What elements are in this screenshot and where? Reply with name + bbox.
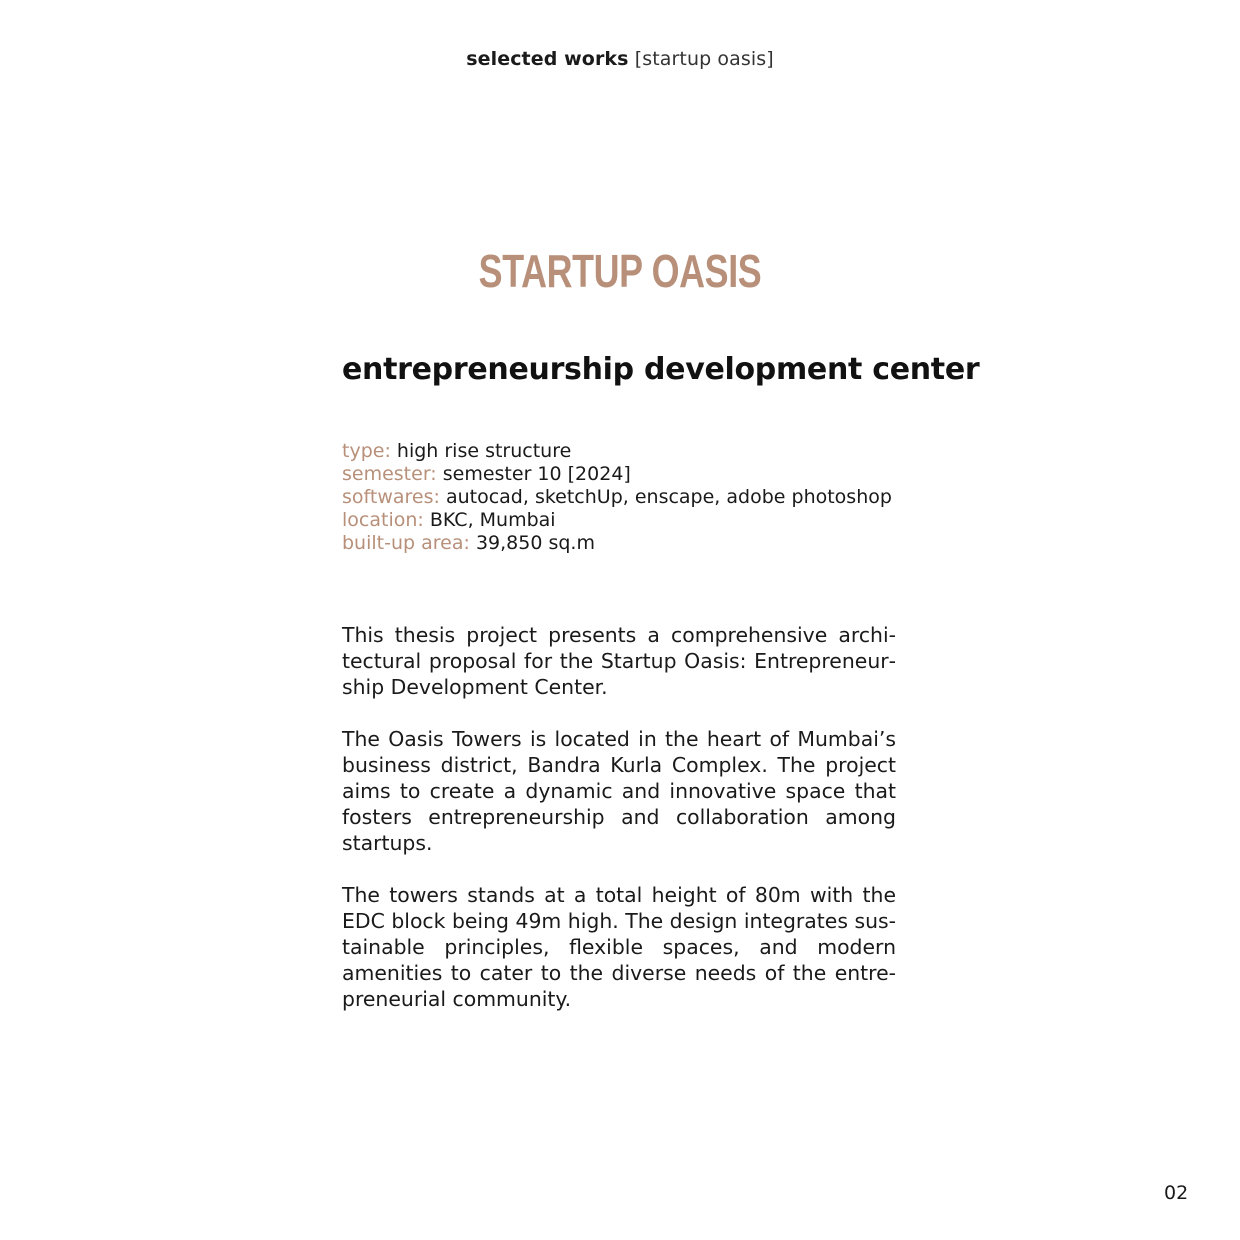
spec-value: BKC, Mumbai xyxy=(429,509,556,531)
spec-row-softwares xyxy=(342,486,942,509)
header-section-label: selected works xyxy=(466,48,629,70)
spec-value: autocad, sketchUp, enscape, adobe photoshop xyxy=(445,486,892,508)
page-number: 02 xyxy=(1164,1182,1189,1204)
spec-value: 39,850 sq.m xyxy=(475,532,595,554)
spec-label: softwares: xyxy=(342,486,440,508)
running-header xyxy=(0,48,1240,70)
description-paragraph: This thesis project presents a comprehensive architectural proposal for the Startup Oasis: Entrepreneurship Development Center. xyxy=(342,623,896,699)
project-description xyxy=(342,622,896,1038)
header-project-label: [startup oasis] xyxy=(634,48,774,70)
spec-row-type xyxy=(342,440,942,463)
spec-label: type: xyxy=(342,440,391,462)
spec-row-area xyxy=(342,532,942,555)
project-specs xyxy=(342,440,942,555)
project-subtitle: entrepreneurship development center xyxy=(342,352,980,387)
description-paragraph: The Oasis Towers is located in the heart of Mumbai’s business district, Bandra Kurla Complex. The project aims to create a dynamic and innovative space that fosters entrepreneurship and collaboration among startups. xyxy=(342,727,896,855)
description-paragraph: The towers stands at a total height of 80m with the EDC block being 49m high. The design integrates sustainable principles, flexible spaces, and modern amenities to cater to the diverse needs of the entrepreneurial community. xyxy=(342,883,896,1011)
spec-row-semester xyxy=(342,463,942,486)
spec-label: built-up area: xyxy=(342,532,470,554)
spec-row-location xyxy=(342,509,942,532)
project-title: STARTUP OASIS xyxy=(478,245,762,297)
spec-label: location: xyxy=(342,509,424,531)
spec-label: semester: xyxy=(342,463,437,485)
spec-value: high rise structure xyxy=(396,440,572,462)
spec-value: semester 10 [2024] xyxy=(442,463,631,485)
